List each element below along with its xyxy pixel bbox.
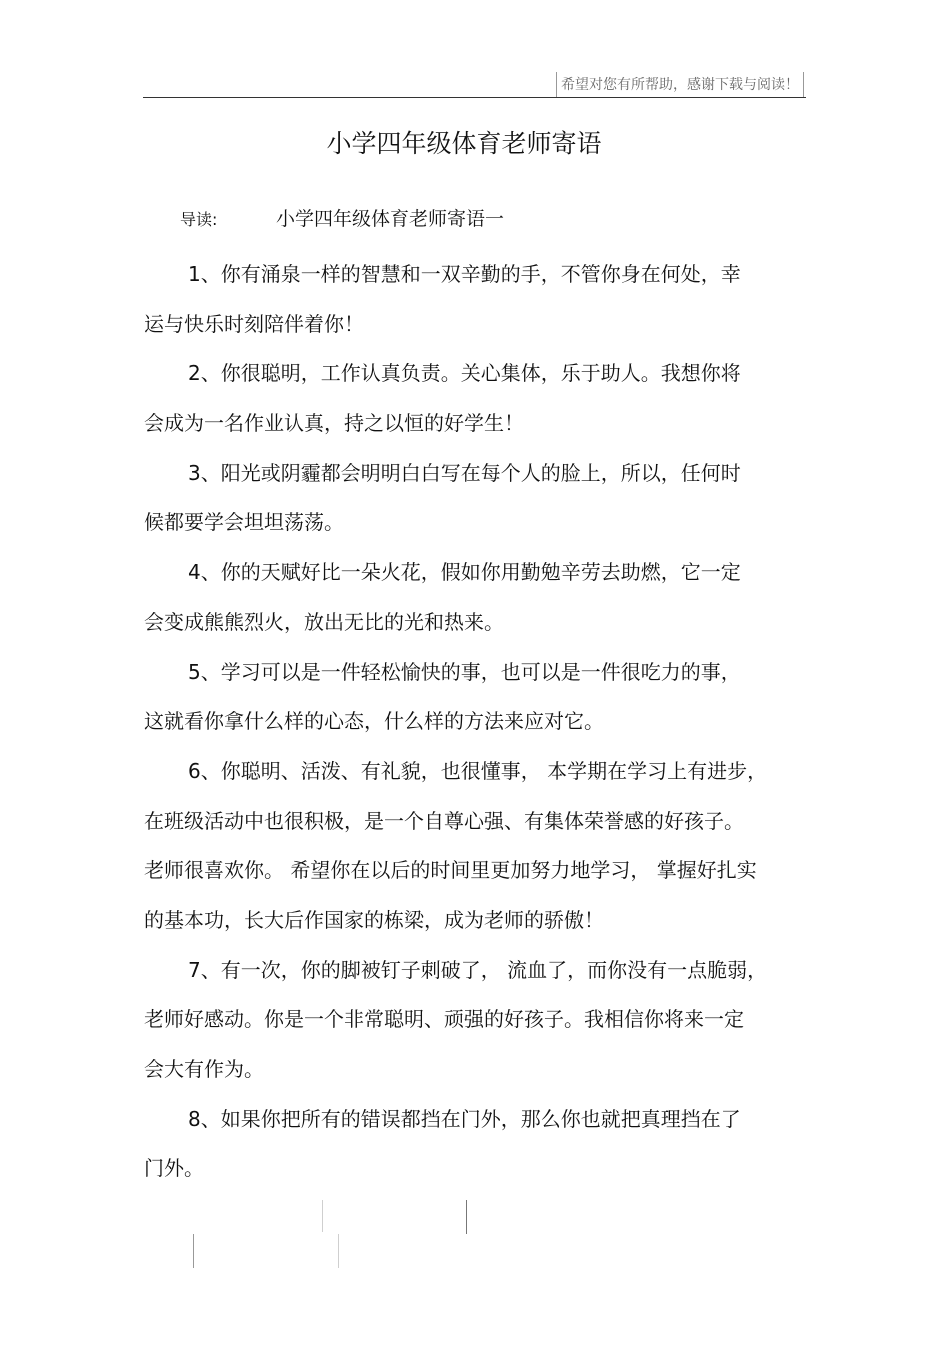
paragraph-line: 运与快乐时刻陪伴着你！ (144, 311, 364, 336)
paragraph-line: 3、阳光或阴霾都会明明白白写在每个人的脸上，所以，任何时 (188, 460, 741, 485)
paragraph-line: 门外。 (144, 1156, 204, 1181)
paragraph-line: 2、你很聪明，工作认真负责。关心集体，乐于助人。我想你将 (188, 361, 741, 386)
paragraph-line: 候都要学会坦坦荡荡。 (144, 510, 344, 535)
body-text (144, 250, 804, 1194)
header-note: 希望对您有所帮助，感谢下载与阅读！ (556, 72, 804, 98)
paragraph-line: 的基本功，长大后作国家的栋梁，成为老师的骄傲！ (144, 907, 604, 932)
scan-artifact-line (338, 1234, 339, 1268)
lead (180, 204, 504, 231)
paragraph-line: 会变成熊熊烈火，放出无比的光和热来。 (144, 609, 504, 634)
paragraph-line: 6、你聪明、活泼、有礼貌，也很懂事， 本学期在学习上有进步， (188, 758, 768, 783)
lead-text: 小学四年级体育老师寄语一 (276, 208, 505, 230)
paragraph-line: 在班级活动中也很积极，是一个自尊心强、有集体荣誉感的好孩子。 (144, 808, 744, 833)
paragraph-line: 这就看你拿什么样的心态，什么样的方法来应对它。 (144, 709, 604, 734)
paragraph-line: 会大有作为。 (144, 1057, 264, 1081)
page-title: 小学四年级体育老师寄语 (326, 129, 602, 158)
paragraph-line: 老师很喜欢你。 希望你在以后的时间里更加努力地学习， 掌握好扎实 (144, 858, 757, 883)
paragraph-line: 7、有一次，你的脚被钉子刺破了， 流血了，而你没有一点脆弱， (188, 957, 768, 982)
header-rule (143, 97, 806, 98)
paragraph-line: 5、学习可以是一件轻松愉快的事，也可以是一件很吃力的事， (188, 659, 741, 684)
scan-artifact-line (322, 1200, 323, 1232)
paragraph-line: 4、你的天赋好比一朵火花，假如你用勤勉辛劳去助燃，它一定 (188, 560, 741, 585)
paragraph-line: 1、你有涌泉一样的智慧和一双辛勤的手，不管你身在何处，幸 (188, 262, 741, 286)
scan-artifact-line (466, 1200, 467, 1234)
paragraph-line: 8、如果你把所有的错误都挡在门外，那么你也就把真理挡在了 (188, 1106, 741, 1131)
scan-artifact-line (193, 1234, 194, 1268)
lead-label: 导读: (180, 210, 218, 229)
paragraph-line: 老师好感动。你是一个非常聪明、顽强的好孩子。我相信你将来一定 (144, 1007, 744, 1032)
paragraph-line: 会成为一名作业认真，持之以恒的好学生！ (144, 411, 524, 436)
